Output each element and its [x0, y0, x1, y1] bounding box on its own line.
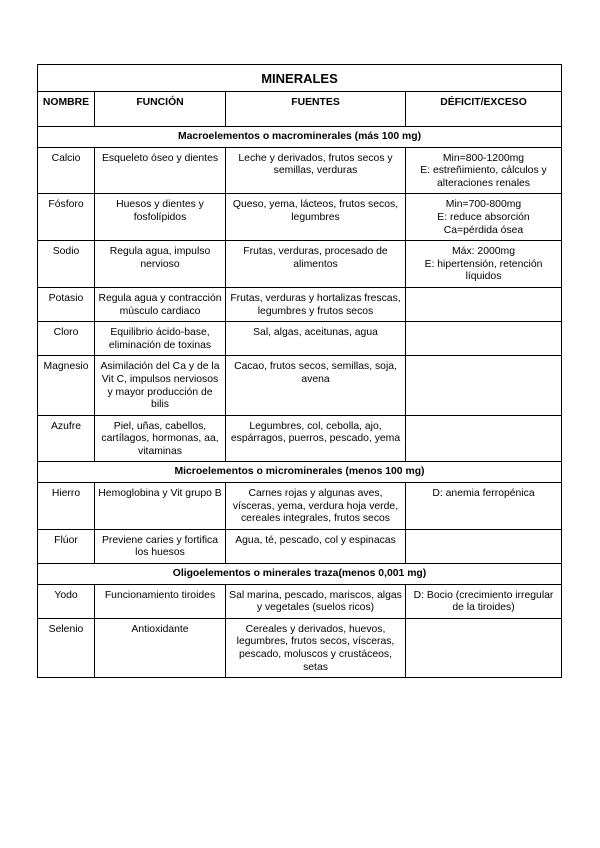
mineral-name: Azufre [38, 415, 95, 462]
table-row [38, 584, 562, 618]
header-fuentes: FUENTES [226, 92, 406, 127]
mineral-name: Magnesio [38, 356, 95, 415]
mineral-deficit [406, 618, 562, 677]
mineral-name: Calcio [38, 147, 95, 194]
mineral-function: Equilibrio ácido-base, eliminación de toxinas [95, 322, 226, 356]
mineral-deficit: D: Bocio (crecimiento irregular de la tiroides) [406, 584, 562, 618]
mineral-function: Regula agua y contracción músculo cardiaco [95, 287, 226, 321]
mineral-name: Flúor [38, 529, 95, 563]
table-row [38, 618, 562, 677]
mineral-deficit [406, 356, 562, 415]
table-row [38, 483, 562, 530]
mineral-deficit: Máx: 2000mg E: hipertensión, retención líquidos [406, 241, 562, 288]
mineral-function: Previene caries y fortifica los huesos [95, 529, 226, 563]
mineral-function: Hemoglobina y Vit grupo B [95, 483, 226, 530]
title-row [38, 65, 562, 92]
mineral-name: Selenio [38, 618, 95, 677]
minerals-table [37, 64, 562, 678]
mineral-deficit: Min=800-1200mg E: estreñimiento, cálculos y alteraciones renales [406, 147, 562, 194]
table-row [38, 287, 562, 321]
mineral-sources: Queso, yema, lácteos, frutos secos, legumbres [226, 194, 406, 241]
header-funcion: FUNCIÓN [95, 92, 226, 127]
mineral-deficit [406, 415, 562, 462]
header-row [38, 92, 562, 127]
mineral-function: Huesos y dientes y fosfolípidos [95, 194, 226, 241]
mineral-name: Potasio [38, 287, 95, 321]
header-deficit: DÉFICIT/EXCESO [406, 92, 562, 127]
mineral-name: Yodo [38, 584, 95, 618]
section-row-oligo [38, 564, 562, 585]
mineral-function: Esqueleto óseo y dientes [95, 147, 226, 194]
header-nombre: NOMBRE [38, 92, 95, 127]
table-row [38, 356, 562, 415]
mineral-function: Funcionamiento tiroides [95, 584, 226, 618]
mineral-deficit [406, 529, 562, 563]
mineral-name: Sodio [38, 241, 95, 288]
mineral-sources: Sal, algas, aceitunas, agua [226, 322, 406, 356]
mineral-function: Antioxidante [95, 618, 226, 677]
table-row [38, 194, 562, 241]
mineral-name: Fósforo [38, 194, 95, 241]
mineral-sources: Cacao, frutos secos, semillas, soja, avena [226, 356, 406, 415]
mineral-name: Hierro [38, 483, 95, 530]
mineral-sources: Leche y derivados, frutos secos y semillas, verduras [226, 147, 406, 194]
mineral-function: Regula agua, impulso nervioso [95, 241, 226, 288]
section-heading: Microelementos o microminerales (menos 100 mg) [38, 462, 562, 483]
section-heading: Macroelementos o macrominerales (más 100 mg) [38, 127, 562, 148]
mineral-deficit [406, 322, 562, 356]
table-row [38, 147, 562, 194]
mineral-sources: Cereales y derivados, huevos, legumbres, frutos secos, vísceras, pescado, moluscos y crustáceos, setas [226, 618, 406, 677]
mineral-sources: Carnes rojas y algunas aves, vísceras, yema, verdura hoja verde, cereales integrales, frutos secos [226, 483, 406, 530]
table-title: MINERALES [38, 65, 562, 92]
table-row [38, 322, 562, 356]
mineral-function: Asimilación del Ca y de la Vit C, impulsos nerviosos y mayor producción de bilis [95, 356, 226, 415]
mineral-sources: Sal marina, pescado, mariscos, algas y vegetales (suelos ricos) [226, 584, 406, 618]
mineral-sources: Agua, té, pescado, col y espinacas [226, 529, 406, 563]
mineral-deficit: Min=700-800mg E: reduce absorción Ca=pérdida ósea [406, 194, 562, 241]
table-row [38, 415, 562, 462]
mineral-function: Piel, uñas, cabellos, cartílagos, hormonas, aa, vitaminas [95, 415, 226, 462]
mineral-deficit: D: anemia ferropénica [406, 483, 562, 530]
section-row-micro [38, 462, 562, 483]
mineral-name: Cloro [38, 322, 95, 356]
section-row-macro [38, 127, 562, 148]
mineral-sources: Legumbres, col, cebolla, ajo, espárragos, puerros, pescado, yema [226, 415, 406, 462]
table-row [38, 241, 562, 288]
mineral-sources: Frutas, verduras, procesado de alimentos [226, 241, 406, 288]
mineral-sources: Frutas, verduras y hortalizas frescas, legumbres y frutos secos [226, 287, 406, 321]
section-heading: Oligoelementos o minerales traza(menos 0,001 mg) [38, 564, 562, 585]
table-row [38, 529, 562, 563]
mineral-deficit [406, 287, 562, 321]
